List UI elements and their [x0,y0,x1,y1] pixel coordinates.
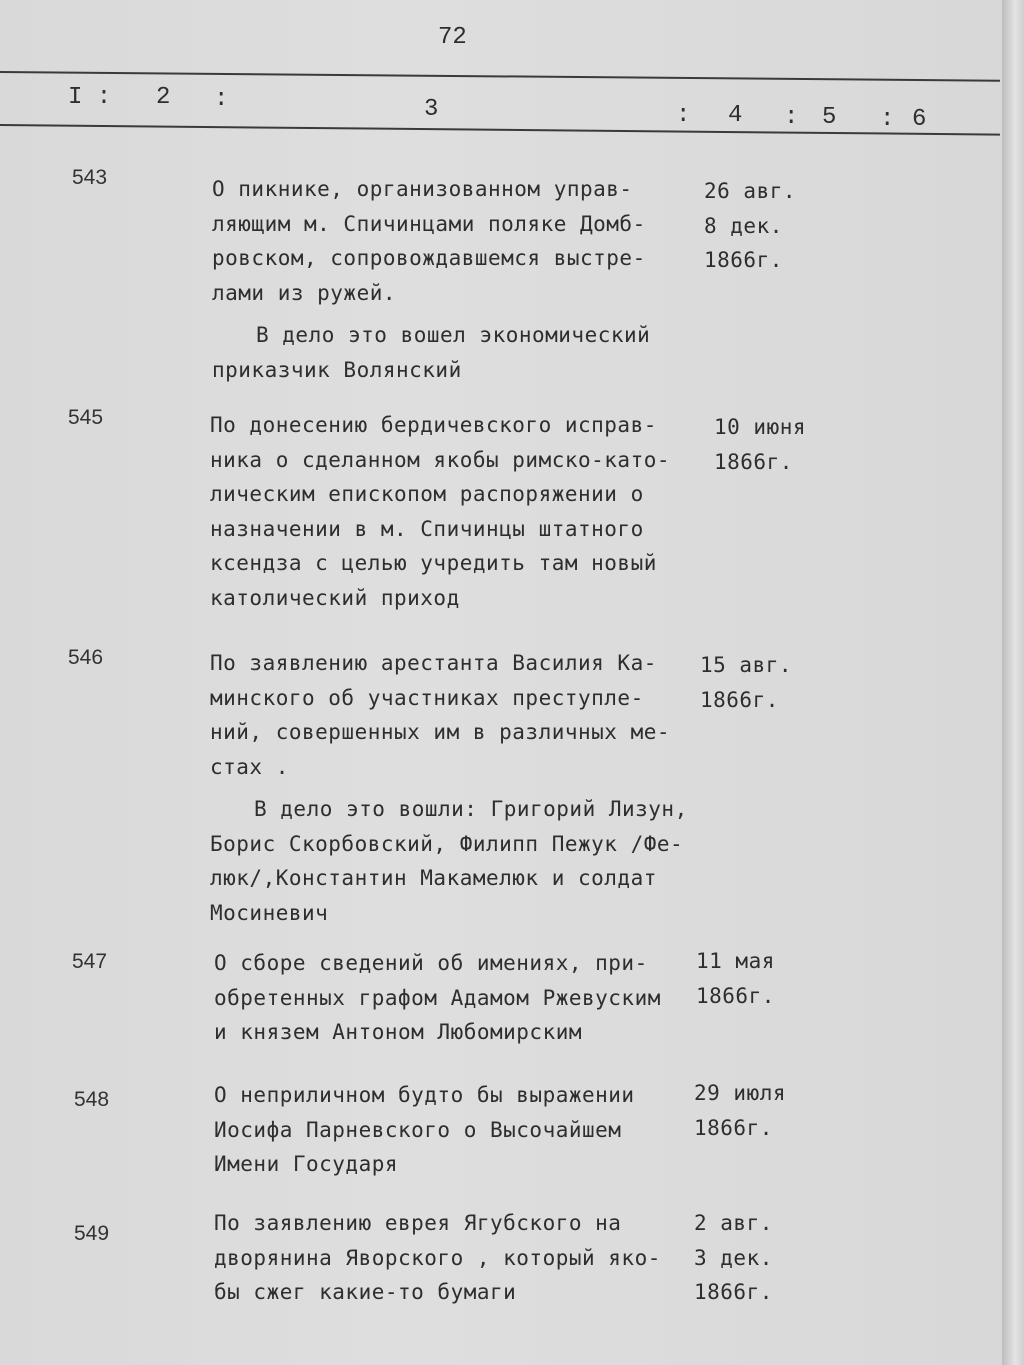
column-header-5: 5 [822,104,837,131]
record-line: лическим епископом распоряжении о [210,482,644,506]
record-description [214,1078,694,1182]
record-line: ний, совершенных им в различных ме- [210,720,671,744]
column-header-6: 6 [912,106,927,133]
record-date: 1866г. [704,248,783,272]
record-line: ксендза с целью учредить там новый [210,551,657,575]
record-date: 1866г. [694,1280,773,1304]
record-date: 15 авг. [700,653,793,677]
column-header-3: 3 [424,96,439,123]
column-header-4: 4 [728,102,743,129]
record-line: По донесению бердичевского исправ- [210,413,657,437]
record-number: 547 [72,950,108,973]
record-date: 1866г. [714,449,793,474]
record-dates [714,410,834,479]
record-date: 1866г. [694,1115,773,1140]
header-bottom-rule [0,124,1000,136]
record-line: католический приход [210,585,460,610]
record-note [212,318,692,387]
record-note-line: Борис Скорбовский, Филипп Пежук /Фе- [210,831,684,856]
column-separator: : [784,104,799,131]
record-dates [704,174,824,278]
record-date: 10 июня [714,415,807,439]
record-note-line: приказчик Волянский [212,357,462,382]
record-line: О неприличном будто бы выражении [214,1083,635,1107]
record-line: О сборе сведений об имениях, при- [214,951,648,975]
record-date: 8 дек. [704,213,783,238]
record-dates [700,648,820,717]
record-date: 1866г. [700,687,779,712]
page-edge [1002,0,1024,1365]
record-line: По заявлению арестанта Василия Ка- [210,651,657,675]
record-number: 548 [74,1088,110,1111]
column-header-2: 2 [156,84,171,111]
record-date: 2 авг. [694,1211,773,1235]
record-date: 11 мая [696,949,775,973]
record-line: назначении в м. Спичинцы штатного [210,516,644,541]
record-number: 549 [74,1222,110,1245]
header-top-rule [0,71,1000,82]
column-header-1: I : [68,84,112,111]
record-note [210,792,690,930]
record-description [210,408,690,615]
record-line: ляющим м. Спичинцами поляке Домб- [212,211,646,236]
record-description [212,172,692,387]
record-date: 1866г. [696,983,775,1008]
record-description [214,946,694,1050]
record-line: дворянина Яворского , который яко- [214,1245,661,1270]
record-description [214,1206,694,1310]
record-dates [696,944,816,1013]
column-separator: : [676,102,691,129]
record-note-line: Мосиневич [210,900,329,925]
record-date: 3 дек. [694,1245,773,1270]
record-line: бы сжег какие-то бумаги [214,1280,517,1304]
record-line: ника о сделанном якобы римско-като- [210,447,671,472]
record-line: стах . [210,754,289,779]
column-separator: : [214,86,229,113]
record-line: ровском, сопровождавшемся выстре- [212,246,646,270]
record-line: О пикнике, организованном управ- [212,177,633,201]
record-line: минского об участниках преступле- [210,685,644,710]
column-separator: : [880,106,895,133]
record-note-line: люк/,Константин Макамелюк и солдат [210,866,657,890]
record-dates [694,1206,814,1310]
record-number: 545 [68,406,104,429]
record-number: 546 [68,646,104,669]
record-date: 26 авг. [704,179,797,203]
page-number: 72 [438,24,467,51]
record-line: и князем Антоном Любомирским [214,1020,583,1044]
record-line: Имени Государя [214,1152,399,1176]
record-dates [694,1076,814,1145]
record-line: Иосифа Парневского о Высочайшем [214,1117,622,1142]
record-line: лами из ружей. [212,280,397,305]
record-note-line: В дело это вошли: Григорий Лизун, [254,797,688,821]
record-line: обретенных графом Адамом Ржевуским [214,985,661,1010]
record-description [210,646,690,930]
record-note-line: В дело это вошел экономический [256,323,651,347]
record-number: 543 [72,166,108,189]
record-date: 29 июля [694,1081,787,1105]
record-line: По заявлению еврея Ягубского на [214,1211,622,1235]
